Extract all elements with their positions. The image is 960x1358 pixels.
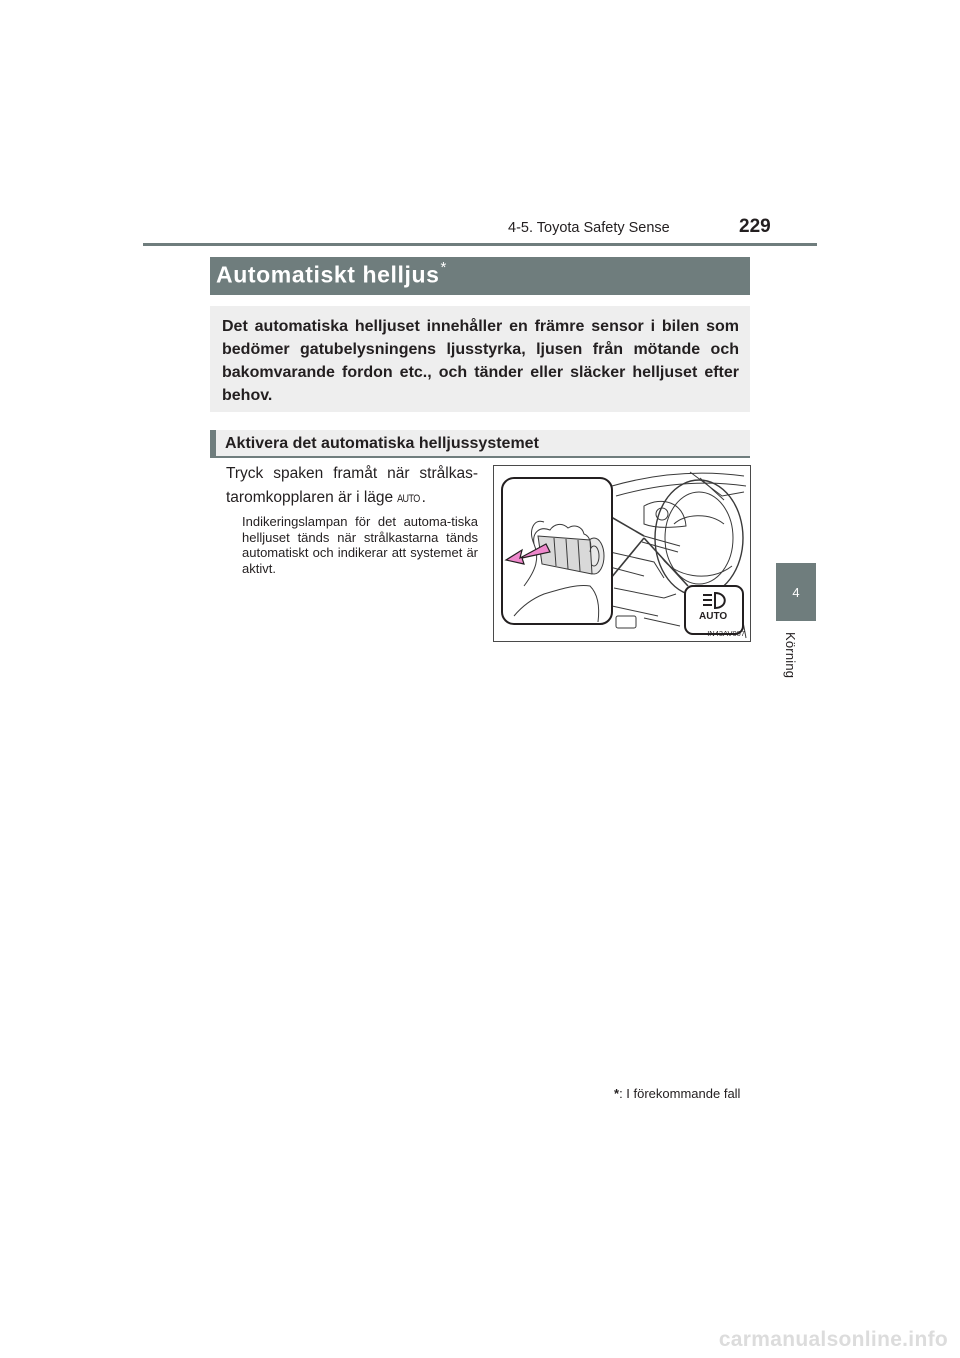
title-marker: * — [440, 259, 447, 276]
chapter-label: Körning — [783, 632, 798, 679]
subheading-bar — [210, 430, 750, 458]
title-text: Automatiskt helljus — [216, 261, 440, 288]
header-rule — [143, 243, 817, 246]
footnote — [614, 1086, 740, 1101]
note-text: Indikeringslampan för det automa-tiska helljuset tänds när strålkastarna tänds automatiskt och indikerar att systemet är aktivt. — [242, 514, 478, 576]
page-title — [216, 261, 447, 289]
title-bar — [210, 257, 750, 295]
figure-code: IN43AV007 — [707, 629, 745, 638]
intro-text: Det automatiska helljuset innehåller en främre sensor i bilen som bedömer gatubelysningens ljusstyrka, ljusen från mötande och bakomvarande fordon etc., och tänder eller släcker helljuset efter behov. — [222, 318, 739, 404]
headlight-switch-figure — [493, 465, 751, 642]
section-header: 4-5. Toyota Safety Sense — [508, 220, 670, 236]
footnote-text: : I förekommande fall — [619, 1086, 741, 1101]
watermark: carmanualsonline.info — [718, 1328, 948, 1351]
intro-box — [210, 306, 750, 412]
subheading-text: Aktivera det automatiska helljussystemet — [225, 435, 539, 452]
footnote-marker: * — [614, 1086, 620, 1101]
auto-mode-icon: AUTO — [397, 491, 420, 505]
auto-indicator-label: AUTO — [699, 611, 728, 622]
subheading-accent — [210, 430, 216, 458]
page-number: 229 — [739, 216, 771, 237]
step-end: . — [421, 489, 426, 506]
step-text — [226, 462, 478, 510]
chapter-tab: 4 — [776, 563, 816, 621]
step-text-main: Tryck spaken framåt när strålkas-taromkopplaren är i läge — [226, 465, 478, 506]
